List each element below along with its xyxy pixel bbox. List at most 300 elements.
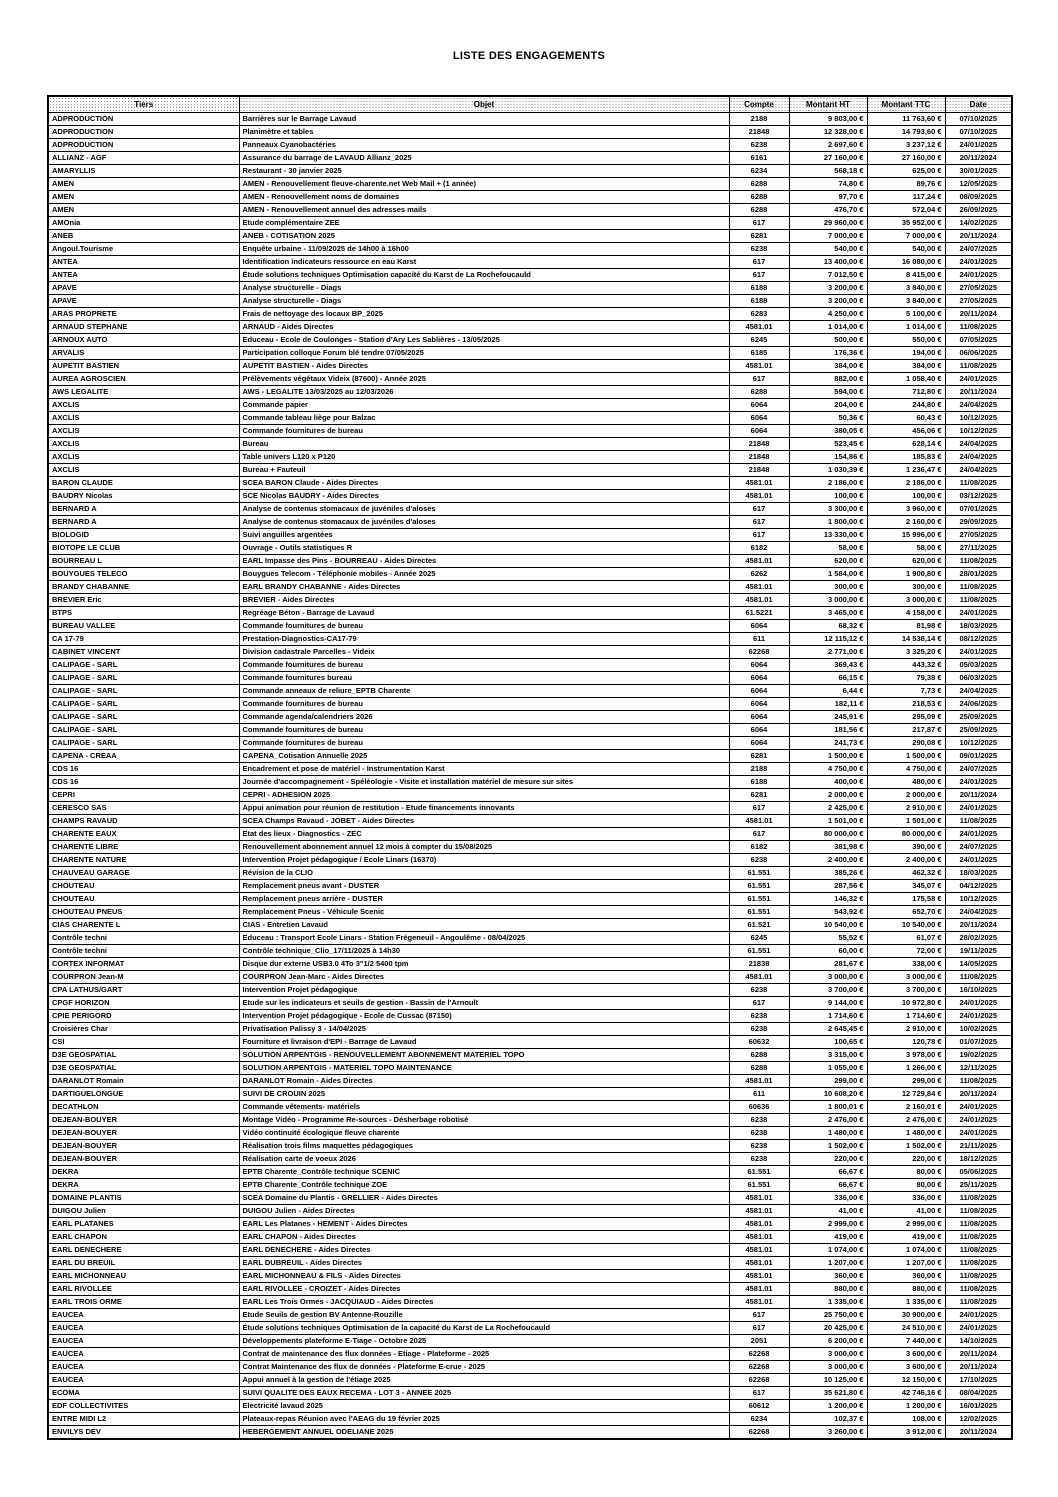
cell-tiers: DEKRA	[48, 1179, 239, 1192]
cell-compte: 6288	[729, 191, 789, 204]
cell-tiers: DUIGOU Julien	[48, 1205, 239, 1218]
cell-objet: Développements plateforme E-Tiage - Octobre 2025	[239, 1335, 729, 1348]
cell-compte: 6238	[729, 854, 789, 867]
cell-date: 20/11/2024	[945, 919, 1012, 932]
cell-tiers: CHOUTEAU	[48, 880, 239, 893]
cell-date: 24/01/2025	[945, 373, 1012, 386]
cell-montant-ttc: 2 476,00 €	[867, 1114, 945, 1127]
cell-compte: 6064	[729, 737, 789, 750]
cell-montant-ht: 1 030,39 €	[789, 464, 867, 477]
cell-tiers: CHAUVEAU GARAGE	[48, 867, 239, 880]
cell-date: 10/12/2025	[945, 737, 1012, 750]
cell-montant-ht: 176,36 €	[789, 347, 867, 360]
cell-montant-ht: 50,36 €	[789, 412, 867, 425]
cell-montant-ttc: 2 160,01 €	[867, 1101, 945, 1114]
table-row	[48, 282, 1012, 295]
cell-montant-ttc: 12 150,00 €	[867, 1374, 945, 1387]
cell-montant-ht: 1 480,00 €	[789, 1127, 867, 1140]
cell-compte: 6188	[729, 282, 789, 295]
cell-date: 01/07/2025	[945, 1036, 1012, 1049]
cell-date: 10/12/2025	[945, 412, 1012, 425]
cell-montant-ht: 10 608,20 €	[789, 1088, 867, 1101]
cell-tiers: DEJEAN-BOUYER	[48, 1153, 239, 1166]
cell-date: 16/01/2025	[945, 1400, 1012, 1413]
cell-montant-ht: 245,91 €	[789, 711, 867, 724]
cell-date: 20/11/2024	[945, 1088, 1012, 1101]
cell-montant-ttc: 2 999,00 €	[867, 1218, 945, 1231]
cell-tiers: D3E GEOSPATIAL	[48, 1049, 239, 1062]
table-row	[48, 880, 1012, 893]
cell-compte: 6245	[729, 932, 789, 945]
cell-date: 11/08/2025	[945, 1218, 1012, 1231]
cell-tiers: BERNARD A	[48, 516, 239, 529]
cell-montant-ttc: 16 080,00 €	[867, 256, 945, 269]
cell-montant-ht: 29 960,00 €	[789, 217, 867, 230]
header-compte: Compte	[729, 96, 789, 113]
cell-date: 24/01/2025	[945, 1322, 1012, 1335]
cell-compte: 6238	[729, 1010, 789, 1023]
cell-montant-ttc: 456,06 €	[867, 425, 945, 438]
table-row	[48, 451, 1012, 464]
cell-tiers: DARTIGUELONGUE	[48, 1088, 239, 1101]
cell-date: 11/08/2025	[945, 1192, 1012, 1205]
cell-date: 12/02/2025	[945, 1413, 1012, 1426]
cell-montant-ht: 66,67 €	[789, 1166, 867, 1179]
cell-tiers: CALIPAGE - SARL	[48, 737, 239, 750]
cell-montant-ttc: 1 200,00 €	[867, 1400, 945, 1413]
cell-montant-ht: 2 186,00 €	[789, 477, 867, 490]
header-montant-ht: Montant HT	[789, 96, 867, 113]
cell-tiers: BARON CLAUDE	[48, 477, 239, 490]
cell-objet: Contrat Maintenance des flux de données - Plateforme E-crue - 2025	[239, 1361, 729, 1374]
cell-compte: 4581.01	[729, 971, 789, 984]
table-row	[48, 373, 1012, 386]
cell-tiers: EAUCEA	[48, 1322, 239, 1335]
cell-montant-ttc: 14 793,60 €	[867, 126, 945, 139]
cell-compte: 21838	[729, 958, 789, 971]
cell-tiers: AMEN	[48, 204, 239, 217]
cell-objet: EARL Impasse des Pins - BOURREAU - Aides Directes	[239, 555, 729, 568]
cell-date: 14/02/2025	[945, 217, 1012, 230]
cell-tiers: CDS 16	[48, 763, 239, 776]
cell-tiers: CHARENTE LIBRE	[48, 841, 239, 854]
cell-objet: Commande fournitures de bureau	[239, 724, 729, 737]
cell-tiers: DECATHLON	[48, 1101, 239, 1114]
cell-tiers: CHAMPS RAVAUD	[48, 815, 239, 828]
table-row	[48, 503, 1012, 516]
cell-montant-ht: 3 000,00 €	[789, 1361, 867, 1374]
cell-montant-ht: 80 000,00 €	[789, 828, 867, 841]
table-row	[48, 802, 1012, 815]
cell-compte: 6064	[729, 620, 789, 633]
table-row	[48, 386, 1012, 399]
cell-compte: 21848	[729, 451, 789, 464]
cell-date: 06/06/2025	[945, 347, 1012, 360]
cell-date: 11/08/2025	[945, 581, 1012, 594]
cell-objet: Appui animation pour réunion de restitution - Etude financements innovants	[239, 802, 729, 815]
table-row	[48, 1400, 1012, 1413]
table-row	[48, 438, 1012, 451]
cell-compte: 617	[729, 373, 789, 386]
cell-montant-ttc: 7 000,00 €	[867, 230, 945, 243]
cell-montant-ttc: 72,00 €	[867, 945, 945, 958]
cell-montant-ht: 384,00 €	[789, 360, 867, 373]
cell-date: 24/01/2025	[945, 1309, 1012, 1322]
table-header-row	[48, 96, 1012, 113]
cell-tiers: CPGF HORIZON	[48, 997, 239, 1010]
cell-date: 18/12/2025	[945, 1153, 1012, 1166]
table-row	[48, 1322, 1012, 1335]
cell-montant-ht: 594,00 €	[789, 386, 867, 399]
cell-objet: Commande vêtements- matériels	[239, 1101, 729, 1114]
cell-montant-ttc: 61,07 €	[867, 932, 945, 945]
cell-montant-ht: 4 750,00 €	[789, 763, 867, 776]
cell-montant-ht: 7 000,00 €	[789, 230, 867, 243]
cell-tiers: AMARYLLIS	[48, 165, 239, 178]
cell-montant-ht: 7 012,50 €	[789, 269, 867, 282]
cell-compte: 617	[729, 828, 789, 841]
cell-montant-ttc: 628,14 €	[867, 438, 945, 451]
cell-date: 24/07/2025	[945, 841, 1012, 854]
cell-tiers: CAPENA - CREAA	[48, 750, 239, 763]
header-date: Date	[945, 96, 1012, 113]
cell-compte: 4581.01	[729, 490, 789, 503]
cell-objet: EARL Les Trois Ormes - JACQUIAUD - Aides Directes	[239, 1296, 729, 1309]
cell-objet: HEBERGEMENT ANNUEL ODELIANE 2025	[239, 1426, 729, 1440]
table-row	[48, 893, 1012, 906]
cell-montant-ht: 400,00 €	[789, 776, 867, 789]
cell-objet: EARL MICHONNEAU & FILS - Aides Directes	[239, 1270, 729, 1283]
table-row	[48, 789, 1012, 802]
cell-montant-ttc: 100,00 €	[867, 490, 945, 503]
cell-montant-ttc: 390,00 €	[867, 841, 945, 854]
cell-montant-ht: 10 540,00 €	[789, 919, 867, 932]
cell-montant-ttc: 244,80 €	[867, 399, 945, 412]
cell-montant-ht: 1 501,00 €	[789, 815, 867, 828]
cell-date: 24/01/2025	[945, 607, 1012, 620]
cell-objet: Division cadastrale Parcelles - Videix	[239, 646, 729, 659]
cell-montant-ttc: 12 729,84 €	[867, 1088, 945, 1101]
table-row	[48, 1309, 1012, 1322]
cell-objet: Electricité lavaud 2025	[239, 1400, 729, 1413]
table-row	[48, 1049, 1012, 1062]
cell-compte: 6064	[729, 724, 789, 737]
cell-date: 11/08/2025	[945, 1244, 1012, 1257]
cell-montant-ht: 1 800,01 €	[789, 1101, 867, 1114]
cell-montant-ttc: 218,53 €	[867, 698, 945, 711]
table-row	[48, 698, 1012, 711]
cell-date: 24/01/2025	[945, 1010, 1012, 1023]
cell-objet: Analyse structurelle - Diags	[239, 295, 729, 308]
cell-date: 27/05/2025	[945, 529, 1012, 542]
cell-date: 19/02/2025	[945, 1049, 1012, 1062]
cell-date: 12/11/2025	[945, 1062, 1012, 1075]
cell-compte: 4581.01	[729, 1231, 789, 1244]
cell-objet: Montage Vidéo - Programme Re-sources - Désherbage robotisé	[239, 1114, 729, 1127]
table-row	[48, 1140, 1012, 1153]
cell-compte: 6185	[729, 347, 789, 360]
cell-tiers: ARAS PROPRETE	[48, 308, 239, 321]
table-row	[48, 776, 1012, 789]
cell-tiers: EAUCEA	[48, 1309, 239, 1322]
cell-montant-ht: 287,56 €	[789, 880, 867, 893]
cell-date: 24/01/2025	[945, 802, 1012, 815]
cell-montant-ht: 1 055,00 €	[789, 1062, 867, 1075]
cell-compte: 4581.01	[729, 594, 789, 607]
cell-montant-ht: 100,00 €	[789, 490, 867, 503]
cell-compte: 6281	[729, 789, 789, 802]
cell-compte: 61.551	[729, 906, 789, 919]
cell-date: 19/11/2025	[945, 945, 1012, 958]
cell-objet: Table univers L120 x P120	[239, 451, 729, 464]
table-row	[48, 854, 1012, 867]
cell-compte: 6238	[729, 1153, 789, 1166]
cell-compte: 6281	[729, 750, 789, 763]
cell-date: 06/03/2025	[945, 672, 1012, 685]
cell-date: 27/11/2025	[945, 542, 1012, 555]
cell-tiers: CDS 16	[48, 776, 239, 789]
cell-compte: 611	[729, 633, 789, 646]
cell-date: 11/08/2025	[945, 360, 1012, 373]
cell-montant-ttc: 550,00 €	[867, 334, 945, 347]
cell-montant-ht: 2 425,00 €	[789, 802, 867, 815]
table-row	[48, 152, 1012, 165]
table-row	[48, 815, 1012, 828]
cell-objet: COURPRON Jean-Marc - Aides Directes	[239, 971, 729, 984]
cell-date: 24/04/2025	[945, 464, 1012, 477]
cell-date: 17/10/2025	[945, 1374, 1012, 1387]
cell-compte: 617	[729, 503, 789, 516]
cell-compte: 21848	[729, 438, 789, 451]
cell-montant-ht: 419,00 €	[789, 1231, 867, 1244]
cell-tiers: ARNAUD STEPHANE	[48, 321, 239, 334]
cell-compte: 61.551	[729, 1179, 789, 1192]
cell-compte: 6188	[729, 776, 789, 789]
cell-montant-ht: 1 800,00 €	[789, 516, 867, 529]
cell-montant-ht: 2 697,60 €	[789, 139, 867, 152]
cell-date: 18/03/2025	[945, 620, 1012, 633]
cell-compte: 4581.01	[729, 1296, 789, 1309]
cell-montant-ht: 1 074,00 €	[789, 1244, 867, 1257]
cell-date: 24/01/2025	[945, 1127, 1012, 1140]
cell-montant-ht: 9 144,00 €	[789, 997, 867, 1010]
cell-compte: 2188	[729, 763, 789, 776]
table-row	[48, 321, 1012, 334]
cell-compte: 61.521	[729, 919, 789, 932]
cell-montant-ht: 3 000,00 €	[789, 971, 867, 984]
cell-date: 24/04/2025	[945, 451, 1012, 464]
cell-date: 10/12/2025	[945, 893, 1012, 906]
table-row	[48, 737, 1012, 750]
cell-montant-ttc: 80,00 €	[867, 1166, 945, 1179]
cell-tiers: CIAS CHARENTE L	[48, 919, 239, 932]
cell-date: 11/08/2025	[945, 1270, 1012, 1283]
cell-montant-ttc: 89,76 €	[867, 178, 945, 191]
cell-montant-ttc: 712,80 €	[867, 386, 945, 399]
cell-montant-ht: 476,70 €	[789, 204, 867, 217]
cell-montant-ht: 58,00 €	[789, 542, 867, 555]
table-row	[48, 243, 1012, 256]
table-row	[48, 139, 1012, 152]
cell-montant-ttc: 652,70 €	[867, 906, 945, 919]
cell-tiers: AMEN	[48, 178, 239, 191]
cell-tiers: ADPRODUCTION	[48, 113, 239, 126]
cell-compte: 6238	[729, 1023, 789, 1036]
cell-date: 24/01/2025	[945, 139, 1012, 152]
cell-montant-ttc: 1 900,80 €	[867, 568, 945, 581]
cell-tiers: ARNOUX AUTO	[48, 334, 239, 347]
cell-objet: SOLUTION ARPENTGIS - MATERIEL TOPO MAINTENANCE	[239, 1062, 729, 1075]
cell-montant-ht: 336,00 €	[789, 1192, 867, 1205]
cell-compte: 6245	[729, 334, 789, 347]
cell-objet: AMEN - Renouvellement annuel des adresses mails	[239, 204, 729, 217]
cell-montant-ht: 20 425,00 €	[789, 1322, 867, 1335]
table-row	[48, 165, 1012, 178]
cell-tiers: ANTEA	[48, 269, 239, 282]
cell-compte: 617	[729, 256, 789, 269]
cell-date: 11/08/2025	[945, 1075, 1012, 1088]
cell-compte: 6238	[729, 139, 789, 152]
cell-tiers: BTPS	[48, 607, 239, 620]
cell-montant-ttc: 7 440,00 €	[867, 1335, 945, 1348]
cell-montant-ttc: 299,00 €	[867, 1075, 945, 1088]
cell-date: 24/04/2025	[945, 685, 1012, 698]
table-row	[48, 1179, 1012, 1192]
table-row	[48, 477, 1012, 490]
cell-montant-ttc: 295,09 €	[867, 711, 945, 724]
table-row	[48, 1387, 1012, 1400]
cell-montant-ttc: 79,38 €	[867, 672, 945, 685]
cell-date: 04/12/2025	[945, 880, 1012, 893]
cell-tiers: AXCLIS	[48, 399, 239, 412]
cell-compte: 6064	[729, 672, 789, 685]
cell-tiers: COURPRON Jean-M	[48, 971, 239, 984]
table-row	[48, 347, 1012, 360]
cell-objet: DUIGOU Julien - Aides Directes	[239, 1205, 729, 1218]
cell-objet: Intervention Projet pédagogique / Ecole Linars (16370)	[239, 854, 729, 867]
cell-tiers: CALIPAGE - SARL	[48, 685, 239, 698]
table-row	[48, 1010, 1012, 1023]
cell-montant-ht: 3 315,00 €	[789, 1049, 867, 1062]
cell-tiers: BIOLOGID	[48, 529, 239, 542]
cell-montant-ht: 2 771,00 €	[789, 646, 867, 659]
cell-date: 24/07/2025	[945, 763, 1012, 776]
cell-date: 11/08/2025	[945, 1283, 1012, 1296]
cell-objet: EPTB Charente_Contrôle technique SCENIC	[239, 1166, 729, 1179]
table-row	[48, 607, 1012, 620]
cell-montant-ttc: 175,58 €	[867, 893, 945, 906]
cell-montant-ttc: 1 058,40 €	[867, 373, 945, 386]
table-row	[48, 711, 1012, 724]
cell-date: 24/07/2025	[945, 243, 1012, 256]
cell-montant-ttc: 1 335,00 €	[867, 1296, 945, 1309]
cell-montant-ht: 1 502,00 €	[789, 1140, 867, 1153]
cell-compte: 6288	[729, 1062, 789, 1075]
cell-montant-ttc: 185,83 €	[867, 451, 945, 464]
cell-montant-ht: 523,45 €	[789, 438, 867, 451]
cell-tiers: EAUCEA	[48, 1348, 239, 1361]
cell-compte: 4581.01	[729, 1257, 789, 1270]
table-row	[48, 295, 1012, 308]
cell-tiers: EARL TROIS ORME	[48, 1296, 239, 1309]
cell-compte: 6182	[729, 542, 789, 555]
cell-objet: Etude sur les indicateurs et seuils de gestion - Bassin de l'Arnoult	[239, 997, 729, 1010]
cell-montant-ht: 66,67 €	[789, 1179, 867, 1192]
table-row	[48, 191, 1012, 204]
cell-objet: Contrat de maintenance des flux données - Etiage - Plateforme - 2025	[239, 1348, 729, 1361]
table-row	[48, 1257, 1012, 1270]
cell-objet: Renouvellement abonnement annuel 12 mois à compter du 15/08/2025	[239, 841, 729, 854]
cell-montant-ht: 66,15 €	[789, 672, 867, 685]
cell-tiers: AXCLIS	[48, 412, 239, 425]
cell-compte: 4581.01	[729, 1244, 789, 1257]
cell-tiers: BIOTOPE LE CLUB	[48, 542, 239, 555]
cell-compte: 4581.01	[729, 321, 789, 334]
table-row	[48, 1361, 1012, 1374]
cell-objet: Intervention Projet pédagogique - Ecole de Cussac (87150)	[239, 1010, 729, 1023]
cell-montant-ttc: 1 480,00 €	[867, 1127, 945, 1140]
cell-tiers: CERESCO SAS	[48, 802, 239, 815]
cell-objet: EARL CHAPON - Aides Directes	[239, 1231, 729, 1244]
cell-objet: CAPENA_Cotisation Annuelle 2025	[239, 750, 729, 763]
cell-montant-ht: 300,00 €	[789, 581, 867, 594]
cell-montant-ttc: 345,07 €	[867, 880, 945, 893]
cell-montant-ttc: 80 000,00 €	[867, 828, 945, 841]
cell-montant-ht: 3 200,00 €	[789, 282, 867, 295]
cell-montant-ttc: 2 186,00 €	[867, 477, 945, 490]
cell-montant-ttc: 3 000,00 €	[867, 594, 945, 607]
cell-compte: 6288	[729, 178, 789, 191]
cell-montant-ttc: 80,00 €	[867, 1179, 945, 1192]
cell-objet: EARL DUBREUIL - Aides Directes	[239, 1257, 729, 1270]
cell-montant-ht: 27 160,00 €	[789, 152, 867, 165]
cell-tiers: CORTEX INFORMAT	[48, 958, 239, 971]
table-row	[48, 1348, 1012, 1361]
cell-montant-ttc: 338,00 €	[867, 958, 945, 971]
cell-date: 26/09/2025	[945, 204, 1012, 217]
cell-date: 27/05/2025	[945, 282, 1012, 295]
table-row	[48, 906, 1012, 919]
cell-date: 05/03/2025	[945, 659, 1012, 672]
cell-date: 20/11/2024	[945, 230, 1012, 243]
cell-objet: Étude solutions techniques Optimisation capacité du Karst de La Rochefoucauld	[239, 269, 729, 282]
table-row	[48, 958, 1012, 971]
cell-tiers: APAVE	[48, 295, 239, 308]
cell-objet: EARL BRANDY CHABANNE - Aides Directes	[239, 581, 729, 594]
cell-objet: Assurance du barrage de LAVAUD Allianz_2025	[239, 152, 729, 165]
table-row	[48, 1036, 1012, 1049]
cell-montant-ht: 2 000,00 €	[789, 789, 867, 802]
cell-montant-ttc: 3 840,00 €	[867, 282, 945, 295]
cell-objet: Réalisation trois films maquettes pédagogiques	[239, 1140, 729, 1153]
cell-compte: 6182	[729, 841, 789, 854]
cell-date: 24/04/2025	[945, 906, 1012, 919]
cell-compte: 6281	[729, 230, 789, 243]
cell-tiers: ADPRODUCTION	[48, 139, 239, 152]
cell-montant-ht: 1 584,00 €	[789, 568, 867, 581]
cell-montant-ttc: 41,00 €	[867, 1205, 945, 1218]
cell-tiers: ANEB	[48, 230, 239, 243]
cell-tiers: Angoul.Tourisme	[48, 243, 239, 256]
cell-montant-ttc: 11 763,60 €	[867, 113, 945, 126]
cell-montant-ttc: 1 014,00 €	[867, 321, 945, 334]
page-title: LISTE DES ENGAGEMENTS	[452, 50, 606, 62]
cell-objet: Commande fournitures de bureau	[239, 698, 729, 711]
cell-montant-ht: 4 250,00 €	[789, 308, 867, 321]
cell-montant-ttc: 3 840,00 €	[867, 295, 945, 308]
cell-montant-ttc: 384,00 €	[867, 360, 945, 373]
table-row	[48, 1426, 1012, 1440]
